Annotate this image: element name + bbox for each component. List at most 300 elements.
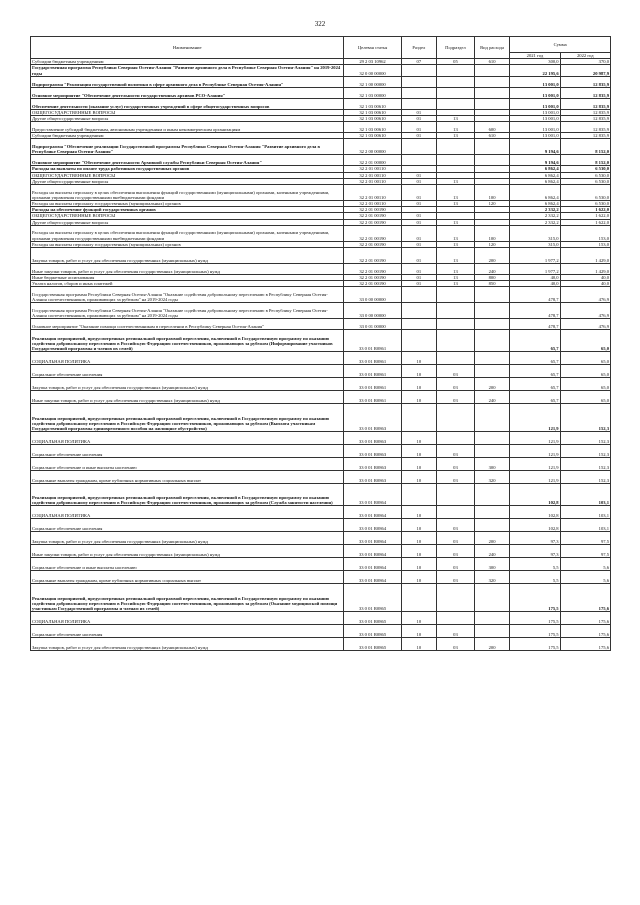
row-sum-2022: 97,5 [560,545,610,558]
row-name: Социальное обеспечение и иные выплаты населению [31,458,344,471]
row-sum-2021: 13 001,0 [510,87,560,98]
row-subsection: 13 [437,122,475,133]
row-sum-2021: 6 862,4 [510,185,560,201]
row-section: 01 [401,275,436,281]
row-subsection: 03 [437,571,475,584]
row-name: Социальные выплаты гражданам, кроме публичных нормативных социальных выплат [31,571,344,584]
row-sum-2022: 1 622,0 [560,219,610,225]
row-subsection [437,584,475,612]
row-section: 01 [401,213,436,219]
row-sum-2022: 476,9 [560,319,610,330]
row-sum-2021: 2 332,2 [510,207,560,213]
row-subsection [437,404,475,432]
row-sum-2021: 175,5 [510,612,560,625]
row-sum-2022: 153,0 [560,225,610,241]
row-section: 10 [401,558,436,571]
row-subsection [437,352,475,365]
table-row [31,155,611,166]
row-subsection: 13 [437,116,475,122]
row-code: 33 0 01 R0861 [344,330,401,352]
table-row [31,506,611,519]
table-row [31,519,611,532]
row-subsection [437,98,475,109]
row-code: 33 0 01 R0863 [344,445,401,458]
row-expense-type: 320 [474,471,509,484]
row-section: 10 [401,506,436,519]
row-code: 32 1 03 00610 [344,133,401,139]
row-expense-type [474,87,509,98]
row-code: 33 0 01 R0865 [344,584,401,612]
row-subsection: 03 [437,532,475,545]
table-row [31,458,611,471]
row-name: СОЦИАЛЬНАЯ ПОЛИТИКА [31,612,344,625]
table-row [31,558,611,571]
row-name: Закупка товаров, работ и услуг для обеспечения государственных (муниципальных) нужд [31,248,344,264]
row-expense-type [474,432,509,445]
row-name: Закупка товаров, работ и услуг для обеспечения государственных (муниципальных) нужд [31,378,344,391]
row-sum-2022: 6 530,0 [560,166,610,172]
row-name: Подпрограмма "Обеспечение реализации Государственной программы Республики Северная Осетия-Алания "Развитие архивного дела в Республике Северная Осетия-Алания" [31,139,344,155]
row-sum-2022: 6 530,0 [560,172,610,178]
row-section [401,484,436,506]
row-code: 33 0 01 R0865 [344,638,401,651]
table-row [31,445,611,458]
row-code: 33 0 01 R0861 [344,378,401,391]
row-code: 29 2 03 10962 [344,59,401,65]
row-sum-2022: 152,3 [560,404,610,432]
header-subsection: Подраздел [437,37,475,59]
row-subsection [437,432,475,445]
row-code: 33 0 01 R0863 [344,471,401,484]
row-section: 01 [401,185,436,201]
row-sum-2021: 65,7 [510,330,560,352]
row-name: Другие общегосударственные вопросы [31,116,344,122]
row-name: Уплата налогов, сборов и иных платежей [31,281,344,287]
table-row [31,378,611,391]
row-sum-2022: 65,0 [560,352,610,365]
table-row [31,484,611,506]
row-expense-type [474,506,509,519]
row-name: Социальное обеспечение и иные выплаты населению [31,558,344,571]
row-sum-2021: 315,0 [510,241,560,247]
row-name: Расходы на выплаты персоналу государственных (муниципальных) органов [31,201,344,207]
row-name: ОБЩЕГОСУДАРСТВЕННЫЕ ВОПРОСЫ [31,109,344,115]
row-sum-2021: 13 001,0 [510,122,560,133]
row-code: 33 0 01 R0864 [344,532,401,545]
row-code: 33 0 01 R0861 [344,391,401,404]
row-sum-2021: 121,9 [510,458,560,471]
row-expense-type [474,584,509,612]
row-section: 01 [401,241,436,247]
row-sum-2022: 103,1 [560,484,610,506]
row-code: 32 2 01 00190 [344,219,401,225]
row-code: 33 0 01 R0864 [344,571,401,584]
row-subsection: 13 [437,281,475,287]
row-name: ОБЩЕГОСУДАРСТВЕННЫЕ ВОПРОСЫ [31,172,344,178]
row-sum-2021: 315,0 [510,225,560,241]
row-name: Государственная программа Республики Северная Осетия-Алания "Оказание содействия добровольному переселению в Республику Северная Осетия-Алания соотечественников, проживающих за рубежом" на 2019-2024 годы [31,303,344,319]
row-sum-2022: 175,6 [560,612,610,625]
row-subsection: 13 [437,248,475,264]
row-sum-2021: 6 862,4 [510,166,560,172]
row-sum-2021: 121,9 [510,404,560,432]
row-code: 33 0 01 R0865 [344,612,401,625]
table-row [31,287,611,303]
row-name: Основное мероприятие "Оказание помощи соотечественникам в переселении в Республику Северная Осетия-Алания" [31,319,344,330]
table-row [31,471,611,484]
row-expense-type: 200 [474,532,509,545]
row-code: 32 0 00 00000 [344,65,401,76]
row-section: 10 [401,545,436,558]
row-sum-2022: 12 835,9 [560,109,610,115]
table-row [31,139,611,155]
row-code: 32 2 01 00110 [344,172,401,178]
row-section: 01 [401,225,436,241]
row-subsection [437,155,475,166]
row-subsection: 13 [437,241,475,247]
row-code: 33 0 01 R0864 [344,545,401,558]
table-row [31,264,611,275]
table-row [31,319,611,330]
row-sum-2022: 152,3 [560,445,610,458]
row-section [401,98,436,109]
row-sum-2022: 6 530,0 [560,178,610,184]
row-sum-2022: 103,1 [560,506,610,519]
row-expense-type: 200 [474,378,509,391]
row-sum-2021: 97,3 [510,545,560,558]
row-expense-type: 100 [474,185,509,201]
row-section [401,87,436,98]
row-expense-type [474,330,509,352]
table-row [31,391,611,404]
row-section: 10 [401,519,436,532]
table-row [31,532,611,545]
row-name: Предоставление субсидий бюджетным, автономным учреждениям и иным некоммерческим организациям [31,122,344,133]
row-sum-2021: 1 977,2 [510,248,560,264]
row-code: 33 0 00 00000 [344,287,401,303]
row-section: 10 [401,445,436,458]
row-name: Основное мероприятие "Обеспечение деятельности Архивной службы Республики Северная Осетия-Алания" [31,155,344,166]
row-code: 33 0 01 R0864 [344,558,401,571]
row-section [401,584,436,612]
row-subsection: 05 [437,59,475,65]
row-expense-type [474,445,509,458]
row-code: 33 0 01 R0863 [344,458,401,471]
row-sum-2021: 121,9 [510,432,560,445]
row-code: 32 2 01 00190 [344,207,401,213]
table-row [31,98,611,109]
row-sum-2021: 478,7 [510,303,560,319]
header-name: Наименование [31,37,344,59]
row-name: Социальное обеспечение населения [31,365,344,378]
row-sum-2022: 1 622,0 [560,213,610,219]
row-code: 33 0 01 R0863 [344,432,401,445]
row-sum-2021: 65,7 [510,391,560,404]
row-name: Социальное обеспечение населения [31,519,344,532]
table-row [31,225,611,241]
header-year1: 2021 год [510,53,560,59]
row-code: 32 2 01 00190 [344,241,401,247]
row-sum-2021: 175,5 [510,625,560,638]
row-sum-2021: 300,0 [510,59,560,65]
row-subsection: 03 [437,391,475,404]
row-code: 32 1 03 00610 [344,116,401,122]
row-sum-2022: 65,0 [560,391,610,404]
row-expense-type: 600 [474,122,509,133]
row-expense-type [474,303,509,319]
row-expense-type [474,484,509,506]
row-name: Государственная программа Республики Северная Осетия-Алания "Развитие архивного дела в Республике Северная Осетия-Алания" на 2019-2024 годы [31,65,344,76]
row-subsection: 13 [437,201,475,207]
row-sum-2021: 6 862,4 [510,172,560,178]
row-name: Социальные выплаты гражданам, кроме публичных нормативных социальных выплат [31,471,344,484]
row-section: 07 [401,59,436,65]
row-code: 32 2 01 00190 [344,264,401,275]
table-row [31,571,611,584]
row-sum-2021: 102,8 [510,519,560,532]
table-row [31,185,611,201]
row-section: 01 [401,201,436,207]
row-sum-2021: 478,7 [510,287,560,303]
row-section: 10 [401,391,436,404]
row-subsection: 03 [437,458,475,471]
row-section: 10 [401,612,436,625]
row-expense-type [474,76,509,87]
row-subsection: 13 [437,178,475,184]
row-name: Государственная программа Республики Северная Осетия-Алания "Оказание содействия добровольному переселению в Республику Северная Осетия-Алания соотечественников, проживающих за рубежом" на 2019-2024 годы [31,287,344,303]
row-subsection: 13 [437,133,475,139]
row-code: 33 0 01 00000 [344,319,401,330]
row-sum-2021: 175,5 [510,638,560,651]
row-section: 01 [401,172,436,178]
row-sum-2022: 152,3 [560,432,610,445]
row-name: Другие общегосударственные вопросы [31,178,344,184]
row-sum-2022: 103,1 [560,519,610,532]
table-row [31,330,611,352]
row-name: Другие общегосударственные вопросы [31,219,344,225]
row-expense-type: 320 [474,571,509,584]
row-section: 01 [401,109,436,115]
row-subsection: 13 [437,264,475,275]
row-sum-2022: 1 429,0 [560,264,610,275]
row-sum-2022: 12 835,9 [560,133,610,139]
row-section: 01 [401,248,436,264]
row-sum-2021: 13 001,0 [510,98,560,109]
row-sum-2022: 175,6 [560,584,610,612]
row-sum-2021: 40,0 [510,281,560,287]
row-sum-2022: 175,6 [560,625,610,638]
row-name: Закупка товаров, работ и услуг для обеспечения государственных (муниципальных) нужд [31,638,344,651]
row-code: 32 2 01 00110 [344,178,401,184]
table-row [31,76,611,87]
table-row [31,432,611,445]
row-section: 10 [401,638,436,651]
header-year2: 2022 год [560,53,610,59]
row-sum-2022: 20 987,9 [560,65,610,76]
row-sum-2021: 97,3 [510,532,560,545]
row-section: 01 [401,219,436,225]
row-code: 33 0 01 R0864 [344,519,401,532]
row-sum-2021: 102,8 [510,484,560,506]
row-expense-type: 300 [474,558,509,571]
page-number: 322 [314,20,326,28]
row-code: 32 2 01 00000 [344,155,401,166]
row-sum-2022: 370,0 [560,59,610,65]
row-subsection: 13 [437,219,475,225]
row-subsection [437,612,475,625]
row-subsection [437,139,475,155]
row-section: 01 [401,122,436,133]
table-row [31,404,611,432]
row-code: 33 0 00 00000 [344,303,401,319]
row-expense-type: 610 [474,59,509,65]
row-name: Реализация мероприятий, предусмотренных региональной программой переселения, включенной в Государственную программу по оказанию содействия добровольному переселению в Российскую Федерацию соотечественников, проживающих за рубежом (Служба занятости населения) [31,484,344,506]
row-name: Субсидии бюджетным учреждениям [31,133,344,139]
row-subsection [437,76,475,87]
table-row [31,638,611,651]
row-name: Реализация мероприятий, предусмотренных региональной программой переселения, включенной в Государственную программу по оказанию содействия добровольному переселению в Российскую Федерацию соотечественников, проживающих за рубежом (Оказание медицинской помощи участникам Государственной программы и членам их семей) [31,584,344,612]
row-section [401,330,436,352]
row-sum-2021: 5,5 [510,558,560,571]
row-sum-2021: 121,9 [510,445,560,458]
row-sum-2022: 40,0 [560,275,610,281]
row-code: 32 2 01 00190 [344,213,401,219]
row-name: Основное мероприятие "Обеспечение деятельности государственных архивов РСО-Алания" [31,87,344,98]
row-expense-type [474,365,509,378]
row-name: Закупка товаров, работ и услуг для обеспечения государственных (муниципальных) нужд [31,532,344,545]
row-sum-2022: 8 152,0 [560,155,610,166]
row-expense-type [474,98,509,109]
row-code: 32 2 01 00110 [344,185,401,201]
row-expense-type [474,352,509,365]
row-sum-2022: 5,6 [560,558,610,571]
row-expense-type: 240 [474,264,509,275]
table-row [31,303,611,319]
row-subsection: 03 [437,558,475,571]
row-code: 33 0 01 R0863 [344,404,401,432]
row-expense-type: 610 [474,133,509,139]
row-sum-2022: 1 429,0 [560,248,610,264]
row-sum-2022: 12 835,9 [560,76,610,87]
row-code: 32 1 03 00610 [344,122,401,133]
row-subsection: 13 [437,275,475,281]
row-section: 10 [401,471,436,484]
row-name: ОБЩЕГОСУДАРСТВЕННЫЕ ВОПРОСЫ [31,213,344,219]
row-sum-2022: 12 835,9 [560,87,610,98]
row-expense-type [474,625,509,638]
table-row [31,352,611,365]
row-name: Подпрограмма "Реализация государственной политики в сфере архивного дела в Республике Северная Осетия-Алания" [31,76,344,87]
row-subsection [437,287,475,303]
row-expense-type [474,404,509,432]
row-section [401,287,436,303]
row-expense-type: 120 [474,201,509,207]
row-code: 33 0 01 R0861 [344,352,401,365]
row-expense-type [474,155,509,166]
row-subsection [437,303,475,319]
row-sum-2022: 12 835,9 [560,116,610,122]
row-sum-2022: 476,9 [560,303,610,319]
row-expense-type [474,287,509,303]
row-section: 10 [401,365,436,378]
row-subsection [437,506,475,519]
row-section: 01 [401,116,436,122]
row-expense-type: 300 [474,458,509,471]
table-row [31,248,611,264]
row-sum-2022: 1 622,0 [560,207,610,213]
row-sum-2022: 153,0 [560,241,610,247]
row-sum-2022: 6 530,0 [560,201,610,207]
row-sum-2022: 175,6 [560,638,610,651]
table-row [31,625,611,638]
table-row [31,65,611,76]
row-code: 32 1 03 00610 [344,109,401,115]
row-sum-2021: 121,9 [510,471,560,484]
row-section: 01 [401,178,436,184]
row-code: 33 0 01 R0861 [344,365,401,378]
row-sum-2021: 13 001,0 [510,109,560,115]
row-subsection: 03 [437,445,475,458]
row-sum-2021: 40,0 [510,275,560,281]
row-sum-2022: 40,0 [560,281,610,287]
row-section: 10 [401,532,436,545]
row-sum-2021: 5,5 [510,571,560,584]
row-code: 32 1 00 00000 [344,76,401,87]
row-section [401,139,436,155]
row-sum-2022: 65,0 [560,330,610,352]
row-sum-2021: 13 001,0 [510,76,560,87]
row-sum-2022: 12 835,9 [560,98,610,109]
row-sum-2022: 476,9 [560,287,610,303]
row-code: 33 0 01 R0865 [344,625,401,638]
row-code: 33 0 01 R0864 [344,506,401,519]
row-name: Расходы на обеспечение функций государственных органов [31,207,344,213]
row-subsection: 03 [437,378,475,391]
header-section: Раздел [401,37,436,59]
row-expense-type: 200 [474,638,509,651]
row-name: СОЦИАЛЬНАЯ ПОЛИТИКА [31,352,344,365]
row-expense-type: 240 [474,545,509,558]
row-sum-2021: 478,7 [510,319,560,330]
row-sum-2021: 13 001,0 [510,133,560,139]
row-name: Иные закупки товаров, работ и услуг для обеспечения государственных (муниципальных) нужд [31,545,344,558]
row-section [401,303,436,319]
row-sum-2021: 175,5 [510,584,560,612]
table-row [31,584,611,612]
row-name: СОЦИАЛЬНАЯ ПОЛИТИКА [31,432,344,445]
row-sum-2022: 152,3 [560,458,610,471]
row-name: Расходы на выплаты персоналу в целях обеспечения выполнения функций государственными (муниципальными) органами, казенными учреждениями, органами управления государственными внебюджетными фондами [31,185,344,201]
row-sum-2021: 13 001,0 [510,116,560,122]
row-section: 01 [401,264,436,275]
row-section [401,404,436,432]
row-sum-2021: 2 332,2 [510,219,560,225]
row-sum-2021: 6 862,4 [510,178,560,184]
row-name: Иные закупки товаров, работ и услуг для обеспечения государственных (муниципальных) нужд [31,264,344,275]
row-name: Реализация мероприятий, предусмотренных региональной программой переселения, включенной в Государственную программу по оказанию содействия добровольному переселению в Российскую Федерацию соотечественников, проживающих за рубежом (Выплата участникам Государственной программы единовременного пособия на жилищное обустройство) [31,404,344,432]
row-name: Расходы на выплаты персоналу государственных (муниципальных) органов [31,241,344,247]
row-subsection: 03 [437,545,475,558]
table-row [31,612,611,625]
row-name: Иные закупки товаров, работ и услуг для обеспечения государственных (муниципальных) нужд [31,391,344,404]
row-subsection [437,87,475,98]
row-section [401,76,436,87]
row-sum-2021: 1 977,2 [510,264,560,275]
row-name: Социальное обеспечение населения [31,445,344,458]
row-sum-2021: 65,7 [510,352,560,365]
row-subsection: 13 [437,225,475,241]
row-sum-2022: 6 530,0 [560,185,610,201]
